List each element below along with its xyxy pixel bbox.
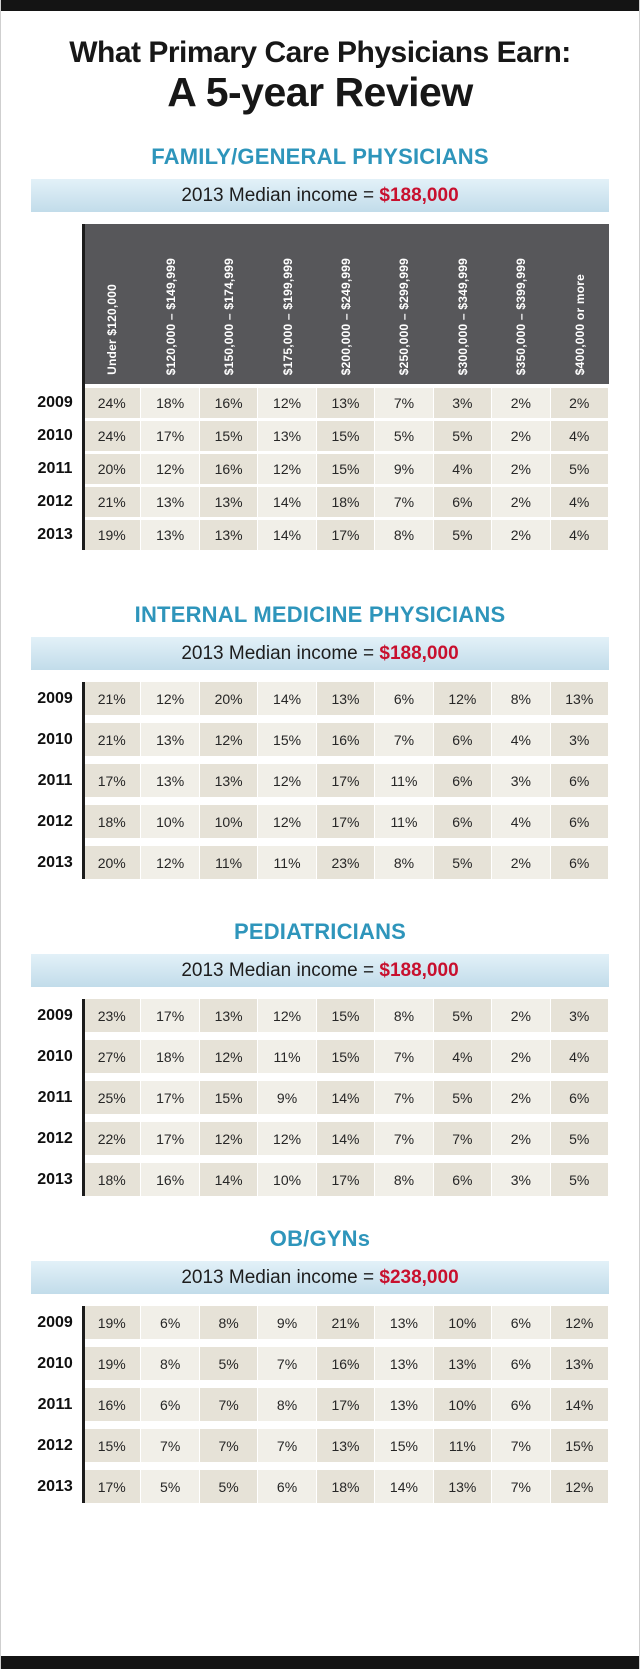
percentage-cell: 14% bbox=[317, 1081, 375, 1114]
percentage-cell: 13% bbox=[375, 1388, 433, 1421]
table-row-2013 bbox=[31, 520, 609, 550]
percentage-cell: 11% bbox=[375, 805, 433, 838]
percentage-cell: 16% bbox=[141, 1163, 199, 1196]
percentage-cell: 12% bbox=[258, 388, 316, 418]
percentage-cell: 14% bbox=[551, 1388, 609, 1421]
percentage-cell: 21% bbox=[317, 1306, 375, 1339]
percentage-cell: 15% bbox=[375, 1429, 433, 1462]
percentage-cell: 17% bbox=[317, 1388, 375, 1421]
percentage-cell: 15% bbox=[200, 1081, 258, 1114]
percentage-cell: 23% bbox=[317, 846, 375, 879]
percentage-cell: 11% bbox=[258, 846, 316, 879]
year-label: 2011 bbox=[37, 1395, 73, 1413]
percentage-cell: 22% bbox=[83, 1122, 141, 1155]
percentage-cell: 10% bbox=[258, 1163, 316, 1196]
percentage-cell: 14% bbox=[375, 1470, 433, 1503]
table-row-2011 bbox=[31, 1388, 609, 1421]
percentage-cell: 14% bbox=[317, 1122, 375, 1155]
percentage-cell: 5% bbox=[434, 421, 492, 451]
percentage-cell: 24% bbox=[83, 388, 141, 418]
percentage-cell: 10% bbox=[141, 805, 199, 838]
median-income-text: 2013 Median income = $238,000 bbox=[181, 1266, 459, 1288]
table-row-2012 bbox=[31, 1429, 609, 1462]
percentage-cell: 5% bbox=[200, 1347, 258, 1380]
income-bracket-label bbox=[551, 224, 609, 384]
section-obgyns bbox=[1, 1226, 639, 1503]
table-row-2011 bbox=[31, 1081, 609, 1114]
percentage-cell: 16% bbox=[83, 1388, 141, 1421]
percentage-cell: 4% bbox=[551, 487, 609, 517]
percentage-cell: 14% bbox=[200, 1163, 258, 1196]
percentage-cell: 6% bbox=[551, 846, 609, 879]
median-income-value: $188,000 bbox=[379, 184, 459, 206]
percentage-cell: 2% bbox=[551, 388, 609, 418]
percentage-cell: 16% bbox=[200, 388, 258, 418]
median-income-banner bbox=[31, 179, 609, 212]
percentage-cell: 7% bbox=[375, 487, 433, 517]
median-income-value: $188,000 bbox=[379, 959, 459, 981]
percentage-cell: 12% bbox=[258, 805, 316, 838]
section-pediatricians bbox=[1, 919, 639, 1196]
percentage-cell: 5% bbox=[551, 1163, 609, 1196]
income-bracket-text: $150,000 – $174,999 bbox=[222, 257, 237, 376]
percentage-cell: 6% bbox=[434, 487, 492, 517]
percentage-cell: 12% bbox=[258, 454, 316, 484]
percentage-cell: 6% bbox=[492, 1388, 550, 1421]
section-internal-medicine-physicians bbox=[1, 602, 639, 879]
percentage-cell: 2% bbox=[492, 388, 550, 418]
percentage-cell: 8% bbox=[492, 682, 550, 715]
median-income-banner bbox=[31, 954, 609, 987]
income-distribution-table bbox=[31, 999, 609, 1196]
percentage-cell: 18% bbox=[83, 805, 141, 838]
year-label: 2009 bbox=[37, 394, 73, 412]
percentage-cell: 8% bbox=[375, 520, 433, 550]
percentage-cell: 4% bbox=[551, 520, 609, 550]
percentage-cell: 17% bbox=[317, 764, 375, 797]
percentage-cell: 15% bbox=[200, 421, 258, 451]
percentage-cell: 5% bbox=[434, 1081, 492, 1114]
percentage-cell: 15% bbox=[317, 421, 375, 451]
percentage-cell: 4% bbox=[434, 1040, 492, 1073]
percentage-cell: 5% bbox=[434, 520, 492, 550]
income-bracket-text: $200,000 – $249,999 bbox=[338, 257, 353, 376]
percentage-cell: 7% bbox=[375, 1122, 433, 1155]
table-row-2009 bbox=[31, 682, 609, 715]
percentage-cell: 7% bbox=[200, 1429, 258, 1462]
percentage-cell: 13% bbox=[434, 1347, 492, 1380]
year-label: 2012 bbox=[37, 493, 73, 511]
percentage-cell: 6% bbox=[492, 1306, 550, 1339]
median-income-banner bbox=[31, 637, 609, 670]
percentage-cell: 5% bbox=[141, 1470, 199, 1503]
percentage-cell: 3% bbox=[492, 1163, 550, 1196]
percentage-cell: 5% bbox=[200, 1470, 258, 1503]
percentage-cell: 5% bbox=[551, 1122, 609, 1155]
percentage-cell: 12% bbox=[258, 999, 316, 1032]
header-spacer bbox=[31, 224, 83, 384]
percentage-cell: 3% bbox=[492, 764, 550, 797]
income-bracket-label bbox=[141, 224, 199, 384]
percentage-cell: 14% bbox=[258, 520, 316, 550]
percentage-cell: 2% bbox=[492, 1081, 550, 1114]
percentage-cell: 15% bbox=[317, 454, 375, 484]
percentage-cell: 10% bbox=[434, 1306, 492, 1339]
percentage-cell: 17% bbox=[317, 520, 375, 550]
percentage-cell: 4% bbox=[551, 421, 609, 451]
percentage-cell: 4% bbox=[492, 723, 550, 756]
table-row-2012 bbox=[31, 1122, 609, 1155]
percentage-cell: 17% bbox=[141, 1081, 199, 1114]
percentage-cell: 14% bbox=[258, 682, 316, 715]
percentage-cell: 14% bbox=[258, 487, 316, 517]
income-bracket-label bbox=[434, 224, 492, 384]
income-bracket-text: $350,000 – $399,999 bbox=[514, 257, 529, 376]
percentage-cell: 13% bbox=[375, 1306, 433, 1339]
percentage-cell: 7% bbox=[141, 1429, 199, 1462]
income-bracket-text: $120,000 – $149,999 bbox=[163, 257, 178, 376]
year-label: 2010 bbox=[37, 1047, 73, 1065]
percentage-cell: 20% bbox=[200, 682, 258, 715]
percentage-cell: 12% bbox=[551, 1306, 609, 1339]
bottom-border-bar bbox=[1, 1656, 639, 1669]
percentage-cell: 6% bbox=[551, 1081, 609, 1114]
percentage-cell: 13% bbox=[551, 682, 609, 715]
percentage-cell: 20% bbox=[83, 846, 141, 879]
percentage-cell: 16% bbox=[200, 454, 258, 484]
percentage-cell: 12% bbox=[200, 1122, 258, 1155]
table-row-2013 bbox=[31, 1163, 609, 1196]
percentage-cell: 12% bbox=[434, 682, 492, 715]
percentage-cell: 12% bbox=[200, 723, 258, 756]
year-label: 2009 bbox=[37, 689, 73, 707]
percentage-cell: 12% bbox=[551, 1470, 609, 1503]
year-label: 2011 bbox=[37, 460, 73, 478]
percentage-cell: 13% bbox=[141, 520, 199, 550]
median-income-text: 2013 Median income = $188,000 bbox=[181, 959, 459, 981]
section-title: FAMILY/GENERAL PHYSICIANS bbox=[151, 144, 489, 170]
percentage-cell: 12% bbox=[200, 1040, 258, 1073]
table-row-2013 bbox=[31, 846, 609, 879]
median-income-text: 2013 Median income = $188,000 bbox=[181, 642, 459, 664]
percentage-cell: 16% bbox=[317, 1347, 375, 1380]
percentage-cell: 15% bbox=[551, 1429, 609, 1462]
percentage-cell: 11% bbox=[375, 764, 433, 797]
percentage-cell: 7% bbox=[258, 1347, 316, 1380]
year-label: 2011 bbox=[37, 771, 73, 789]
median-income-text: 2013 Median income = $188,000 bbox=[181, 184, 459, 206]
year-label: 2009 bbox=[37, 1006, 73, 1024]
percentage-cell: 17% bbox=[317, 1163, 375, 1196]
income-bracket-text: $175,000 – $199,999 bbox=[280, 257, 295, 376]
percentage-cell: 7% bbox=[375, 388, 433, 418]
percentage-cell: 7% bbox=[492, 1470, 550, 1503]
percentage-cell: 15% bbox=[258, 723, 316, 756]
percentage-cell: 16% bbox=[317, 723, 375, 756]
median-income-value: $188,000 bbox=[379, 642, 459, 664]
percentage-cell: 12% bbox=[258, 1122, 316, 1155]
percentage-cell: 7% bbox=[375, 1040, 433, 1073]
percentage-cell: 6% bbox=[492, 1347, 550, 1380]
table-row-2012 bbox=[31, 487, 609, 517]
percentage-cell: 27% bbox=[83, 1040, 141, 1073]
percentage-cell: 21% bbox=[83, 487, 141, 517]
percentage-cell: 13% bbox=[551, 1347, 609, 1380]
year-label: 2011 bbox=[37, 1088, 73, 1106]
percentage-cell: 2% bbox=[492, 1122, 550, 1155]
income-bracket-text: $250,000 – $299,999 bbox=[397, 257, 412, 376]
percentage-cell: 6% bbox=[141, 1306, 199, 1339]
percentage-cell: 17% bbox=[83, 764, 141, 797]
page-title-line1: What Primary Care Physicians Earn: bbox=[69, 36, 571, 69]
income-bracket-label bbox=[83, 224, 141, 384]
percentage-cell: 18% bbox=[141, 1040, 199, 1073]
percentage-cell: 17% bbox=[141, 999, 199, 1032]
income-distribution-table bbox=[31, 682, 609, 879]
percentage-cell: 10% bbox=[434, 1388, 492, 1421]
percentage-cell: 15% bbox=[317, 1040, 375, 1073]
page-title-line2: A 5-year Review bbox=[167, 69, 473, 115]
percentage-cell: 13% bbox=[200, 520, 258, 550]
percentage-cell: 6% bbox=[434, 723, 492, 756]
percentage-cell: 23% bbox=[83, 999, 141, 1032]
percentage-cell: 2% bbox=[492, 454, 550, 484]
percentage-cell: 4% bbox=[492, 805, 550, 838]
section-title: INTERNAL MEDICINE PHYSICIANS bbox=[134, 602, 506, 628]
percentage-cell: 2% bbox=[492, 487, 550, 517]
median-income-banner bbox=[31, 1261, 609, 1294]
percentage-cell: 5% bbox=[551, 454, 609, 484]
year-label: 2010 bbox=[37, 427, 73, 445]
income-distribution-table bbox=[31, 1306, 609, 1503]
income-bracket-text: $300,000 – $349,999 bbox=[455, 257, 470, 376]
percentage-cell: 17% bbox=[83, 1470, 141, 1503]
percentage-cell: 5% bbox=[434, 846, 492, 879]
percentage-cell: 13% bbox=[200, 999, 258, 1032]
percentage-cell: 10% bbox=[200, 805, 258, 838]
percentage-cell: 18% bbox=[317, 1470, 375, 1503]
percentage-cell: 12% bbox=[141, 454, 199, 484]
percentage-cell: 21% bbox=[83, 723, 141, 756]
table-row-2009 bbox=[31, 1306, 609, 1339]
percentage-cell: 12% bbox=[141, 682, 199, 715]
percentage-cell: 21% bbox=[83, 682, 141, 715]
table-row-2012 bbox=[31, 805, 609, 838]
income-distribution-table bbox=[31, 224, 609, 550]
percentage-cell: 6% bbox=[258, 1470, 316, 1503]
percentage-cell: 6% bbox=[551, 764, 609, 797]
income-bracket-label bbox=[492, 224, 550, 384]
year-label: 2012 bbox=[37, 812, 73, 830]
percentage-cell: 13% bbox=[317, 388, 375, 418]
percentage-cell: 20% bbox=[83, 454, 141, 484]
percentage-cell: 7% bbox=[375, 723, 433, 756]
percentage-cell: 13% bbox=[317, 682, 375, 715]
year-label: 2010 bbox=[37, 730, 73, 748]
percentage-cell: 7% bbox=[200, 1388, 258, 1421]
table-row-2013 bbox=[31, 1470, 609, 1503]
percentage-cell: 9% bbox=[258, 1081, 316, 1114]
percentage-cell: 2% bbox=[492, 846, 550, 879]
percentage-cell: 5% bbox=[434, 999, 492, 1032]
percentage-cell: 3% bbox=[551, 723, 609, 756]
percentage-cell: 8% bbox=[141, 1347, 199, 1380]
percentage-cell: 6% bbox=[434, 805, 492, 838]
income-bracket-text: Under $120,000 bbox=[105, 284, 120, 376]
table-row-2011 bbox=[31, 764, 609, 797]
percentage-cell: 13% bbox=[258, 421, 316, 451]
year-label: 2009 bbox=[37, 1313, 73, 1331]
percentage-cell: 11% bbox=[434, 1429, 492, 1462]
percentage-cell: 17% bbox=[317, 805, 375, 838]
percentage-cell: 13% bbox=[141, 764, 199, 797]
income-bracket-label bbox=[258, 224, 316, 384]
year-label: 2010 bbox=[37, 1354, 73, 1372]
percentage-cell: 13% bbox=[141, 723, 199, 756]
income-bracket-label bbox=[200, 224, 258, 384]
year-label: 2012 bbox=[37, 1436, 73, 1454]
percentage-cell: 2% bbox=[492, 1040, 550, 1073]
percentage-cell: 4% bbox=[434, 454, 492, 484]
percentage-cell: 7% bbox=[375, 1081, 433, 1114]
percentage-cell: 12% bbox=[141, 846, 199, 879]
page-header bbox=[1, 36, 639, 116]
percentage-cell: 6% bbox=[434, 1163, 492, 1196]
percentage-cell: 17% bbox=[141, 1122, 199, 1155]
percentage-cell: 2% bbox=[492, 421, 550, 451]
percentage-cell: 6% bbox=[434, 764, 492, 797]
percentage-cell: 7% bbox=[434, 1122, 492, 1155]
percentage-cell: 18% bbox=[83, 1163, 141, 1196]
percentage-cell: 18% bbox=[317, 487, 375, 517]
table-row-2009 bbox=[31, 388, 609, 418]
percentage-cell: 13% bbox=[141, 487, 199, 517]
percentage-cell: 5% bbox=[375, 421, 433, 451]
percentage-cell: 13% bbox=[317, 1429, 375, 1462]
percentage-cell: 15% bbox=[83, 1429, 141, 1462]
income-bracket-text: $400,000 or more bbox=[572, 273, 587, 376]
percentage-cell: 11% bbox=[258, 1040, 316, 1073]
percentage-cell: 9% bbox=[258, 1306, 316, 1339]
percentage-cell: 2% bbox=[492, 999, 550, 1032]
percentage-cell: 25% bbox=[83, 1081, 141, 1114]
percentage-cell: 11% bbox=[200, 846, 258, 879]
percentage-cell: 3% bbox=[551, 999, 609, 1032]
percentage-cell: 6% bbox=[141, 1388, 199, 1421]
table-row-2010 bbox=[31, 1040, 609, 1073]
percentage-cell: 6% bbox=[551, 805, 609, 838]
table-row-2010 bbox=[31, 723, 609, 756]
income-bracket-label bbox=[375, 224, 433, 384]
percentage-cell: 12% bbox=[258, 764, 316, 797]
percentage-cell: 7% bbox=[492, 1429, 550, 1462]
percentage-cell: 24% bbox=[83, 421, 141, 451]
percentage-cell: 19% bbox=[83, 1306, 141, 1339]
table-row-2010 bbox=[31, 421, 609, 451]
percentage-cell: 2% bbox=[492, 520, 550, 550]
section-title: PEDIATRICIANS bbox=[233, 919, 407, 945]
percentage-cell: 3% bbox=[434, 388, 492, 418]
percentage-cell: 18% bbox=[141, 388, 199, 418]
percentage-cell: 15% bbox=[317, 999, 375, 1032]
section-family-general-physicians bbox=[1, 144, 639, 550]
percentage-cell: 8% bbox=[375, 846, 433, 879]
year-label: 2012 bbox=[37, 1129, 73, 1147]
year-label: 2013 bbox=[37, 526, 73, 544]
table-row-2011 bbox=[31, 454, 609, 484]
year-label: 2013 bbox=[37, 1477, 73, 1495]
year-label: 2013 bbox=[37, 1170, 73, 1188]
percentage-cell: 4% bbox=[551, 1040, 609, 1073]
income-bracket-header-row bbox=[31, 224, 609, 384]
percentage-cell: 13% bbox=[200, 764, 258, 797]
percentage-cell: 6% bbox=[375, 682, 433, 715]
income-bracket-label bbox=[317, 224, 375, 384]
table-row-2010 bbox=[31, 1347, 609, 1380]
table-row-2009 bbox=[31, 999, 609, 1032]
percentage-cell: 7% bbox=[258, 1429, 316, 1462]
percentage-cell: 8% bbox=[375, 1163, 433, 1196]
percentage-cell: 19% bbox=[83, 520, 141, 550]
percentage-cell: 13% bbox=[375, 1347, 433, 1380]
percentage-cell: 8% bbox=[258, 1388, 316, 1421]
percentage-cell: 13% bbox=[200, 487, 258, 517]
year-label: 2013 bbox=[37, 853, 73, 871]
percentage-cell: 13% bbox=[434, 1470, 492, 1503]
section-title: OB/GYNs bbox=[269, 1226, 371, 1252]
percentage-cell: 8% bbox=[200, 1306, 258, 1339]
percentage-cell: 8% bbox=[375, 999, 433, 1032]
top-border-bar bbox=[1, 0, 639, 11]
percentage-cell: 17% bbox=[141, 421, 199, 451]
percentage-cell: 19% bbox=[83, 1347, 141, 1380]
percentage-cell: 9% bbox=[375, 454, 433, 484]
median-income-value: $238,000 bbox=[379, 1266, 459, 1288]
